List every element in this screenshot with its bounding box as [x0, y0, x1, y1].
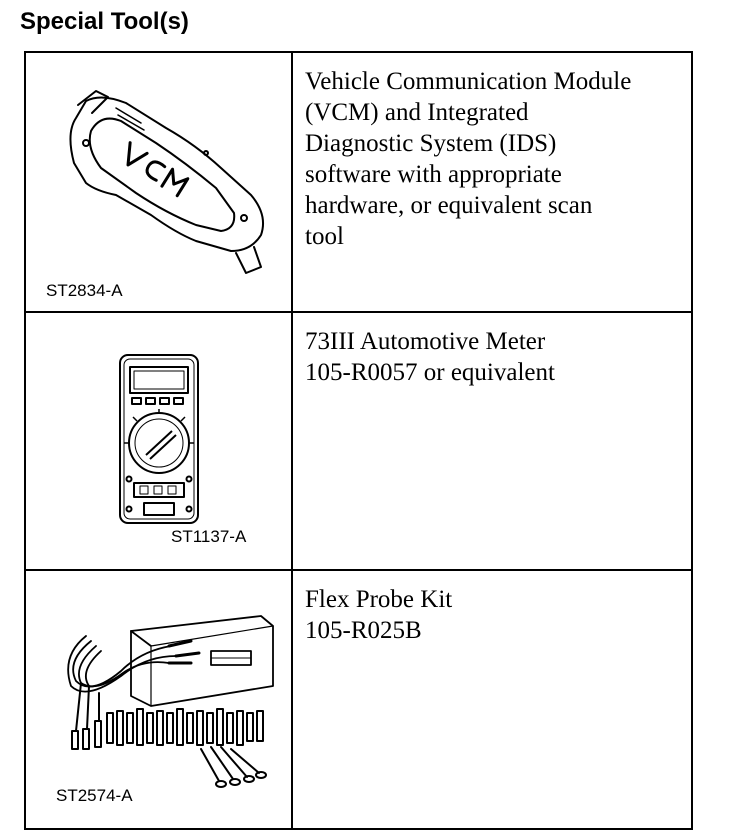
tool-description-cell: [292, 52, 692, 312]
tool-row-flex-probe: [25, 570, 692, 829]
description-line: hardware, or equivalent scan: [305, 192, 593, 219]
description-line: software with appropriate: [305, 161, 562, 188]
description-line: 105-R025B: [305, 617, 422, 644]
tool-illustration-cell: [25, 570, 292, 829]
description-line: 73III Automotive Meter: [305, 328, 546, 355]
description-line: Diagnostic System (IDS): [305, 130, 557, 157]
tool-description-cell: [292, 570, 692, 829]
description-line: Vehicle Communication Module: [305, 68, 632, 95]
description-line: 105-R0057 or equivalent: [305, 359, 555, 386]
tool-description: [293, 313, 691, 388]
vcm-module-icon: [56, 83, 271, 278]
tool-image-code: ST2574-A: [56, 786, 133, 805]
section-heading: Special Tool(s): [20, 8, 189, 35]
special-tools-table: [24, 51, 693, 830]
tool-illustration-cell: [25, 312, 292, 570]
description-line: tool: [305, 223, 344, 250]
flex-probe-kit-icon: [61, 601, 276, 791]
description-line: (VCM) and Integrated: [305, 99, 529, 126]
description-line: Flex Probe Kit: [305, 586, 453, 613]
tool-row-vcm: [25, 52, 692, 312]
tool-description: [293, 571, 691, 646]
tool-description-cell: [292, 312, 692, 570]
tool-description: [293, 53, 691, 252]
tool-illustration-cell: [25, 52, 292, 312]
tool-row-meter: [25, 312, 692, 570]
automotive-meter-icon: [116, 351, 226, 526]
tool-image-code: ST2834-A: [46, 281, 123, 300]
tool-image-code: ST1137-A: [171, 527, 247, 546]
